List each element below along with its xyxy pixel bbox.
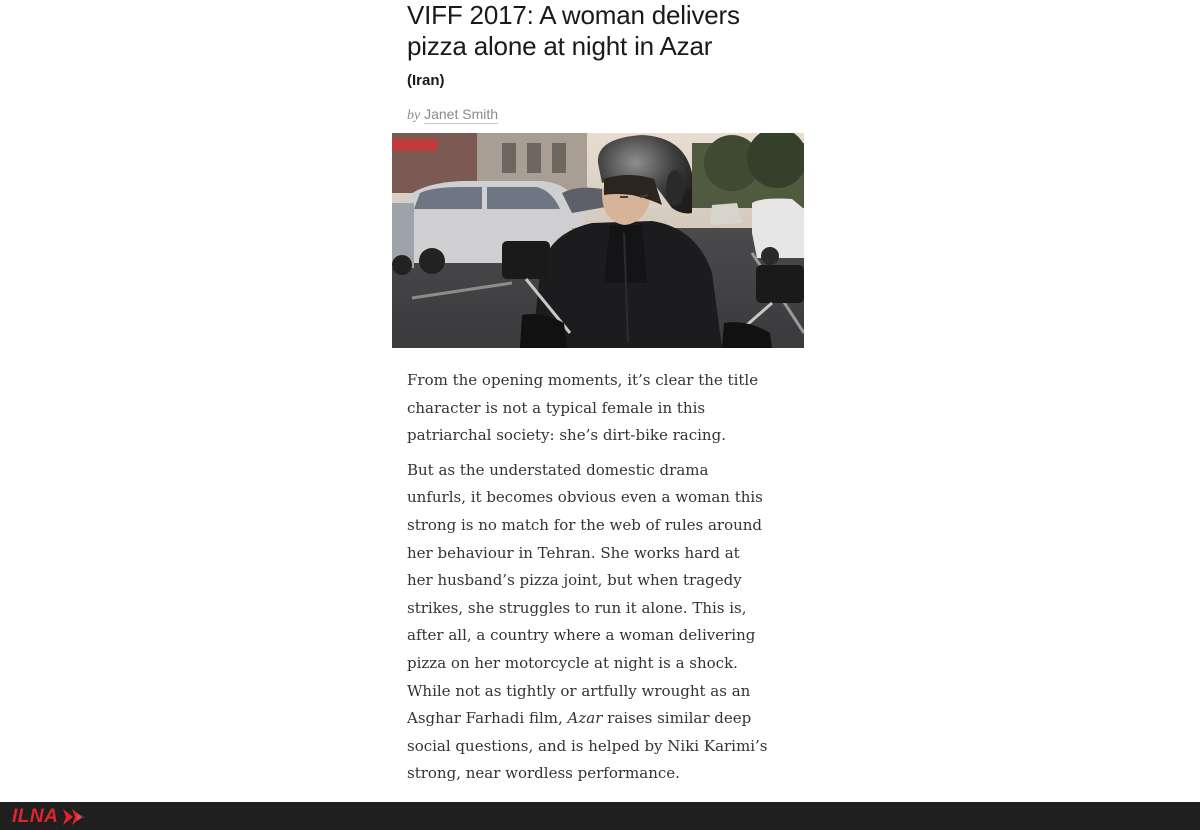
- ilna-logo: [12, 806, 87, 828]
- article-photo: [392, 133, 804, 348]
- woman-on-motorcycle-photo-icon: [392, 133, 804, 348]
- paragraph-2-text-start: But as the understated domestic drama unfurls, it becomes obvious even a woman this strong is no match for the web of rules around her behaviour in Tehran. She works hard at her husband’s pizza joint, but when tragedy strikes, she struggles to run it alone. This is, after all, a country where a woman delivering pizza on her motorcycle at night is a shock. While not as tightly or artfully wrought as an Asghar Farhadi film,: [407, 460, 763, 728]
- article-paragraph-1: From the opening moments, it’s clear the title character is not a typical female in this patriarchal society: she’s dirt-bike racing.: [407, 371, 759, 445]
- logo-text: ILNA: [12, 806, 59, 827]
- article-title: [407, 0, 787, 62]
- paragraph-2-text-end: raises similar deep social questions, and is helped by Niki Karimi’s strong, near wordless performance.: [407, 709, 768, 783]
- footer-bar: [0, 802, 1200, 830]
- author-link[interactable]: Janet Smith: [424, 106, 499, 122]
- ilna-arrow-logo-icon: [61, 807, 87, 827]
- byline: [407, 104, 498, 126]
- article-body: [407, 367, 799, 795]
- article-title-line-1: VIFF 2017: A woman delivers: [407, 0, 740, 30]
- film-title-emphasis: Azar: [567, 709, 603, 728]
- article-title-line-2: pizza alone at night in Azar: [407, 31, 713, 61]
- article-subtitle: (Iran): [407, 72, 445, 89]
- article-paragraph-2: [407, 457, 799, 788]
- byline-prefix: by: [407, 108, 421, 123]
- article-card: [392, 0, 804, 802]
